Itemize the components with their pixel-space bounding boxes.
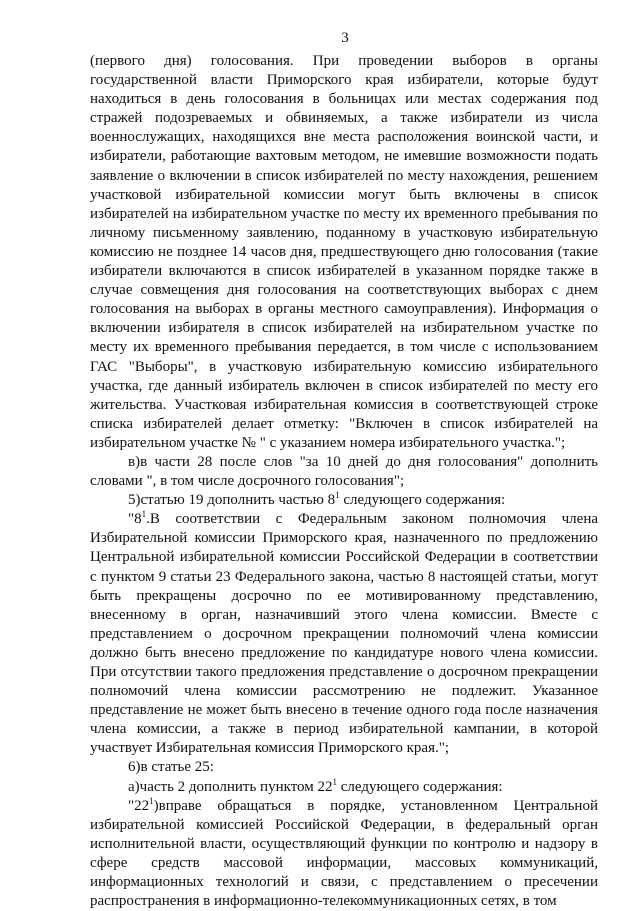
paragraph-text-segment: а)часть 2 дополнить пунктом 22: [128, 778, 333, 795]
paragraph-text-segment: )вправе обращаться в порядке, установленном Центральной избирательной комиссией Российской Федерации, в федеральный орган исполнительной власти, осуществляющий функции по контролю и надзору в сфере средств массовой информации, массовых коммуникаций, информационных технологий и связи, с представлением о пресечении распространения в информационно-телекоммуникационных сетях, в том: [90, 797, 598, 910]
superscript-index: 1: [335, 490, 340, 501]
paragraph-text-segment: 6)в статье 25:: [128, 759, 214, 776]
paragraph-text-segment: 5)статью 19 дополнить частью 8: [128, 492, 336, 509]
paragraph-p4: [90, 510, 598, 758]
paragraph-text-segment: следующего содержания:: [339, 492, 506, 509]
paragraph-text-segment: (первого дня) голосования. При проведении выборов в органы государственной власти Приморского края избиратели, которые будут находиться в день голосования в больницах или местах содержания под стражей подозреваемых и обвиняемых, а также избиратели из числа военнослужащих, находящихся вне места расположения воинской части, и избиратели, работающие вахтовым методом, не имевшие возможности подать заявление о включении в список избирателей по месту нахождения, решением участковой избирательной комиссии могут быть включены в список избирателей на избирательном участке по месту их временного пребывания по личному письменному заявлению, поданному в участковую избирательную комиссию не позднее 14 часов дня, предшествующего дню голосования (такие избиратели включаются в список избирателей в указанном порядке также в случае совмещения дня голосования на соответствующих выборах с днем голосования на выборах в органы местного самоуправления). Информация о включении избирателя в список избирателей на избирательном участке по месту их временного пребывания передается, в том числе с использованием ГАС "Выборы", в участковую избирательную комиссию избирательного участка, где данный избиратель включен в список избирателей по месту его жительства. Участковая избирательная комиссия в соответствующей строке списка избирателей делает отметку: "Включен в список избирателей на избирательном участке № " с указанием номера избирательного участка.";: [90, 53, 598, 451]
paragraph-text-segment: в)в части 28 после слов "за 10 дней до дня голосования" дополнить словами ", в том числе досрочного голосования";: [90, 453, 598, 490]
document-body: [90, 52, 598, 911]
superscript-index: 1: [149, 795, 154, 806]
page-number: 3: [341, 30, 349, 46]
paragraph-p7: [90, 797, 598, 911]
paragraph-p2: [90, 453, 598, 491]
superscript-index: 1: [141, 509, 147, 520]
paragraph-text-segment: следующего содержания:: [337, 778, 503, 795]
paragraph-p6: [90, 778, 598, 797]
paragraph-text-segment: "22: [128, 797, 150, 814]
paragraph-p1: [90, 52, 598, 453]
paragraph-p5: [90, 758, 598, 777]
paragraph-p3: [90, 491, 598, 510]
superscript-index: 1: [332, 776, 338, 787]
paragraph-text-segment: .В соответствии с Федеральным законом полномочия члена Избирательной комиссии Приморского края, назначенного по предложению Центральной избирательной комиссии Российской Федерации в соответствии с пунктом 9 статьи 23 Федерального закона, частью 8 настоящей статьи, могут быть прекращены досрочно по ее мотивированному представлению, внесенному в орган, назначивший этого члена комиссии. Вместе с представлением о досрочном прекращении полномочий члена комиссии должно быть внесено предложение по кандидатуре нового члена комиссии. При отсутствии такого предложения представление о досрочном прекращении полномочий члена комиссии рассмотрению не подлежит. Указанное представление не может быть внесено в течение одного года после назначения члена комиссии, а также в период избирательной кампании, в которой участвует Избирательная комиссия Приморского края.";: [90, 511, 598, 757]
paragraph-text-segment: "8: [128, 511, 142, 528]
